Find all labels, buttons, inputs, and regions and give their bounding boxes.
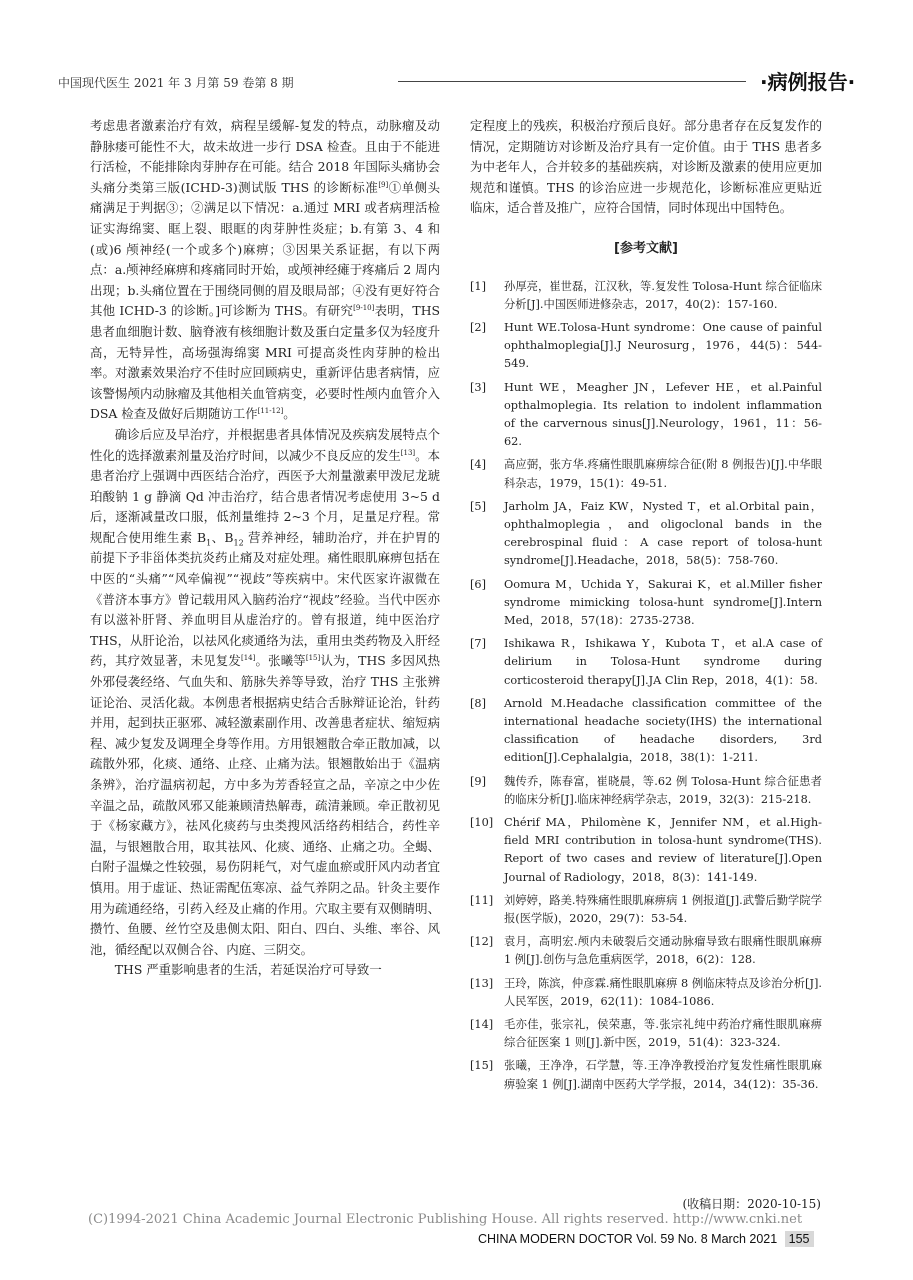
- reference-item: [470, 1016, 822, 1052]
- reference-text: 孙厚亮，崔世磊，江汉秋，等.复发性 Tolosa-Hunt 综合征临床分析[J].中国医师进修杂志，2017，40(2)：157-160.: [504, 279, 822, 311]
- page-footer: [478, 1232, 814, 1246]
- reference-text: 高应弼，张方华.疼痛性眼肌麻痹综合征(附 8 例报告)[J].中华眼科杂志，1979，15(1)：49-51.: [504, 458, 822, 490]
- reference-text: 毛亦佳，张宗礼，侯荣惠，等.张宗礼纯中药治疗痛性眼肌麻痹综合征医案 1 则[J].新中医，2019，51(4)：323-324.: [504, 1018, 822, 1050]
- reference-item: [470, 319, 822, 374]
- right-column-body: [470, 116, 822, 219]
- reference-text: 袁月，高明宏.颅内未破裂后交通动脉瘤导致右眼痛性眼肌麻痹 1 例[J].创伤与急危重病医学，2018，6(2)：128.: [504, 935, 822, 967]
- reference-number: [7]: [470, 637, 487, 651]
- reference-item: [470, 975, 822, 1011]
- reference-item: [470, 576, 822, 631]
- reference-number: [12]: [470, 935, 494, 949]
- reference-number: [1]: [470, 279, 487, 293]
- copyright-watermark: (C)1994-2021 China Academic Journal Electronic Publishing House. All rights reserved. http://www.cnki.net: [88, 1212, 803, 1227]
- reference-item: [470, 1057, 822, 1093]
- body-paragraph: 考虑患者激素治疗有效，病程呈缓解-复发的特点，动脉瘤及动静脉瘘可能性不大，故未故进一步行 DSA 检查。且由于不能进行活检，不能排除肉芽肿存在可能。结合 2018 年国际头痛协会头痛分类第三版(ICHD-3)测试版 THS 的诊断标准[9]①单侧头痛满足于判据③；②满足以下情况：a.通过 MRI 或者病理活检证实海绵窦、眶上裂、眼眶的肉芽肿性炎症；b.有第 3、4 和(或)6 颅神经(一个或多个)麻痹；③因果关系证据，有以下两点：a.颅神经麻痹和疼痛同时开始，或颅神经瘫于疼痛后 2 周内出现；b.头痛位置在于围绕同侧的眉及眼局部；④没有更好符合其他 ICHD-3 的诊断。]可诊断为 THS。有研究[9-10]表明，THS 患者血细胞计数、脑脊液有核细胞计数及蛋白定量多仅为轻度升高，无特异性，高场强海绵窦 MRI 可提高炎性肉芽肿的检出率。对激素效果治疗不佳时应回顾病史，重新评估患者病情，应该警惕颅内动脉瘤及其他相关血管病变，必要时性颅内血管介入 DSA 检查及做好后期随访工作[11-12]。: [90, 118, 441, 422]
- reference-item: [470, 498, 822, 571]
- reference-number: [5]: [470, 499, 487, 513]
- reference-text: Oomura M，Uchida Y，Sakurai K，et al.Miller fisher syndrome mimicking tolosa-hunt syndrome[J].Intern Med，2018，57(18)：2735-2738.: [504, 577, 822, 628]
- reference-text: 张曦，王净净，石学慧，等.王净净教授治疗复发性痛性眼肌麻痹验案 1 例[J].湖南中医药大学学报，2014，34(12)：35-36.: [504, 1059, 822, 1091]
- journal-issue-info: 中国现代医生 2021 年 3 月第 59 卷第 8 期: [58, 76, 294, 90]
- reference-item: [470, 456, 822, 492]
- reference-number: [4]: [470, 458, 487, 472]
- reference-text: Ishikawa R，Ishikawa Y，Kubota T，et al.A case of delirium in Tolosa-Hunt syndrome during corticosteroid therapy[J].JA Clin Rep，2018，4(1)：58.: [504, 637, 822, 687]
- reference-number: [14]: [470, 1018, 494, 1032]
- reference-number: [15]: [470, 1059, 494, 1073]
- reference-item: [470, 892, 822, 928]
- reference-text: Jarholm JA，Faiz KW，Nysted T，et al.Orbital pain，ophthalmoplegia，and oligoclonal bands in the cerebrospinal fluid：A case report of tolosa-hunt syndrome[J].Headache，2018，58(5)：758-760.: [504, 499, 822, 568]
- body-paragraph: 定程度上的残疾，积极治疗预后良好。部分患者存在反复发作的情况，定期随访对诊断及治疗具有一定价值。由于 THS 患者多为中老年人，合并较多的基础疾病，对诊断及激素的使用应更加规范和谨慎。THS 的诊治应进一步规范化，诊断标准应更贴近临床，适合普及推广，应符合国情，同时体现出中国特色。: [470, 118, 822, 216]
- reference-item: [470, 278, 822, 314]
- reference-number: [9]: [470, 774, 487, 788]
- references-title: [参考文献]: [614, 240, 678, 256]
- reference-number: [10]: [470, 816, 494, 830]
- reference-text: Hunt WE，Meagher JN，Lefever HE，et al.Painful opthalmoplegia. Its relation to indolent inflammation of the carvernous sinus[J].Neurology，1961，11：56-62.: [504, 380, 823, 449]
- reference-number: [13]: [470, 976, 494, 990]
- section-title: ·病例报告·: [760, 70, 856, 94]
- reference-text: 魏传乔，陈春富，崔晓晨，等.62 例 Tolosa-Hunt 综合征患者的临床分析[J].临床神经病学杂志，2019，32(3)：215-218.: [504, 774, 822, 806]
- reference-text: Arnold M.Headache classification committee of the international headache society(IHS) the international classification of headache disorders, 3rd edition[J].Cephalalgia，2018，38(1)：1-211.: [504, 696, 822, 765]
- reference-list: [470, 278, 822, 1094]
- reference-number: [8]: [470, 696, 487, 710]
- footer-journal-info: CHINA MODERN DOCTOR Vol. 59 No. 8 March 2021: [478, 1232, 778, 1246]
- left-column: [90, 116, 440, 981]
- reference-item: [470, 379, 822, 452]
- body-paragraph: THS 严重影响患者的生活，若延误治疗可导致一: [114, 962, 382, 978]
- reference-item: [470, 814, 822, 887]
- header-rule: [398, 81, 746, 82]
- page-header: [58, 66, 858, 96]
- reference-number: [3]: [470, 380, 487, 394]
- reference-text: Hunt WE.Tolosa-Hunt syndrome：One cause of painful ophthalmoplegia[J].J Neurosurg，1976，44(5)：544-549.: [504, 320, 822, 371]
- reference-text: 王玲，陈滨，仲彦霖.痛性眼肌麻痹 8 例临床特点及诊治分析[J].人民军医，2019，62(11)：1084-1086.: [504, 976, 822, 1008]
- reference-text: 刘婷婷，路美.特殊痛性眼肌麻痹病 1 例报道[J].武警后勤学院学报(医学版)，2020，29(7)：53-54.: [504, 893, 822, 926]
- reference-number: [2]: [470, 320, 487, 334]
- right-column: [470, 116, 822, 1099]
- reference-number: [6]: [470, 577, 487, 591]
- reference-item: [470, 773, 822, 809]
- reference-item: [470, 635, 822, 690]
- reference-item: [470, 695, 822, 768]
- reference-text: Chérif MA，Philomène K，Jennifer NM，et al.High-field MRI contribution in tolosa-hunt syndrome(THS). Report of two cases and review of literature[J].Open Journal of Radiology，2018，8(3)：141-149.: [504, 816, 822, 884]
- received-date: (收稿日期：2020-10-15): [682, 1197, 821, 1211]
- reference-number: [11]: [470, 893, 494, 907]
- reference-item: [470, 933, 822, 969]
- body-paragraph: 确诊后应及早治疗，并根据患者具体情况及疾病发展特点个性化的选择激素剂量及治疗时间，以减少不良反应的发生[13]。本患者治疗上强调中西医结合治疗，西医予大剂量激素甲泼尼龙琥珀酸钠 1 g 静滴 Qd 冲击治疗，结合患者情况考虑使用 3~5 d 后，逐渐减量改口服，低剂量维持 2~3 个月，足量足疗程。常规配合使用维生素 $B_1$、$B_{12}$ 营养神经，辅助治疗，并在护胃的前提下予非甾体类抗炎药止痛及对症处理。痛性眼肌麻痹包括在中医的“头痛”“风牵偏视”“视歧”等疾病中。宋代医家许淑微在《普济本事方》曾记载用风入脑药治疗“视歧”经验。当代中医亦有以滋补肝肾、养血明目从虚治疗的。曾有报道，纯中医治疗 THS，从肝论治，以祛风化痰通络为法，重用虫类药物及入肝经药，其疗效显著，未见复发[14]。张曦等[15]认为，THS 多因风热外邪侵袭经络、气血失和、筋脉失养等导致，治疗 THS 主张辨证论治、灵活化裁。本例患者根据病史结合舌脉辩证论治，针药并用，起到扶正驱邪、减轻激素副作用、改善患者症状、缩短病程、减少复发及调理全身等作用。方用银翘散合牵正散加减，以疏散外邪，化痰、通络、止痉、止痛为法。银翘散始出于《温病条辨》，治疗温病初起，方中多为芳香轻宣之品，辛凉之中少佐辛温之品，疏散风邪又能兼顾清热解毒，疏清兼顾。牵正散初见于《杨家藏方》，祛风化痰药与虫类搜风活络药相结合，药性辛温，与银翘散合用，取其祛风、化痰、通络、止痛之功。全蝎、白附子温燥之性较强，易伤阴耗气，对气虚血瘀或肝风内动者宜慎用。用于虚证、热证需配伍寒凉、益气养阴之品。针灸主要作用为疏通经络，引药入经及止痛的作用。穴取主要有双侧睛明、攒竹、鱼腰、丝竹空及患侧太阳、阳白、四白、头维、率谷、风池，循经配以双侧合谷、内庭、三阴交。: [90, 426, 441, 957]
- page-number: 155: [785, 1231, 814, 1247]
